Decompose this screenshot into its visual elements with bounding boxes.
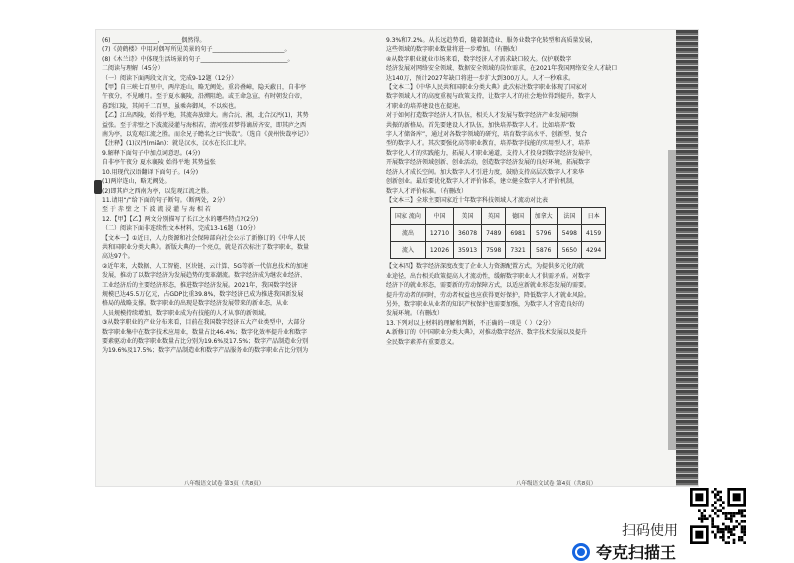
- text-line: 数字化人才的实践能力，拓展人才职业通道，支持人才投身到数字经济发展中，: [386, 149, 597, 157]
- table-row: [391, 225, 606, 242]
- table-cell: 7321: [506, 242, 530, 259]
- text-line: (6) _______________，______偶然得。: [102, 37, 206, 44]
- table-header-cell: 中国: [425, 208, 453, 225]
- text-line: 【文本二】《中华人民共和国职业分类大典》此次标注数字职业体现了国家对: [386, 84, 588, 92]
- text-line: 自非亭午夜分 夏水襄陵 始得平地 其势益张: [102, 159, 216, 167]
- text-line: 至 于 赤 壁 之 下 波 流 浸 灌 与 海 相 若: [102, 206, 211, 214]
- brand-logo-icon: [572, 543, 590, 561]
- text-line: 10.用现代汉语翻译下面句子。(4分): [102, 168, 199, 176]
- text-line: 这些领域的数字职业数量将进一步增加。（有删改）: [386, 46, 522, 54]
- text-line: （二）阅读下面非连续性文本材料，完成13-16题（10分）: [102, 225, 260, 233]
- qr-code-icon[interactable]: [690, 488, 746, 544]
- brand-watermark: [572, 540, 676, 563]
- brand-name: 夸克扫描王: [596, 543, 677, 562]
- table-cell: 4294: [581, 242, 605, 259]
- right-page-column: [386, 36, 664, 347]
- text-line: 规模已达45.5万亿元，占GDP比重39.8%，数字经济已成为推进我国新发展: [102, 290, 304, 298]
- text-line: 9.解释下面句子中加点词意思。(4分): [102, 149, 201, 157]
- text-line: 创新创业。最后要优化数字人才评价体系，建立健全数字人才评价机制，: [386, 178, 579, 186]
- scanned-exam-sheet: [96, 30, 698, 486]
- table-cell: 6981: [506, 225, 530, 242]
- table-cell: 7598: [482, 242, 506, 259]
- text-line: (7)《黄鹤楼》中用对偶写所见美景的句子________________________。: [102, 46, 291, 54]
- text-line: 开展数字经济领域创新、创业活动，创造数字经济发展的良好环境，拓展数字: [386, 159, 591, 167]
- text-line: 9.3%和7.2%。从长远趋势看，随着制造业、服务业数字化转型和高质量发展，: [386, 37, 597, 44]
- text-line: 12.【甲】【乙】两文分别描写了长江之水的哪些特点?(2分): [102, 215, 259, 223]
- scan-dark-edge: [676, 30, 698, 486]
- table-header-cell: 德国: [506, 208, 530, 225]
- text-line: 【注释】(1)汉沔(miǎn)：就是汉水，汉水在长江北岸。: [102, 140, 251, 148]
- text-line: 【文本四】数字经济深度改变了企业人力资源配置方式，为提供多元化的就: [386, 263, 585, 271]
- talent-flow-table: [390, 207, 606, 259]
- text-line: ③从数字职业的产业分布来看，目前在我国数字经济五大产业类型中，大部分: [102, 319, 306, 327]
- table-cell: 4159: [581, 225, 605, 242]
- table-header-cell: 美国: [454, 208, 482, 225]
- text-line: (1)两岸连山，略无阙处。: [102, 178, 171, 186]
- text-line: 经济下的就业形态，需要新的劳动保障方式，以适应新就业形态发展的需要。: [386, 282, 591, 290]
- text-line: 提升劳动者的同时，劳动者权益也应获得更好保护，降低数字人才就业风险。: [386, 291, 591, 299]
- text-line: 数字人才评价标准。（有删改）: [386, 187, 468, 195]
- table-cell: 36078: [454, 225, 482, 242]
- text-line: 13.下列对以上材料的理解和判断，不正确的一项是（ ）（2分）: [386, 319, 555, 327]
- text-line: 人员规模持续增加，数字职业成为有技能的人才从事的新领域。: [102, 309, 271, 317]
- text-line: 暮到江陵，其间千二百里，虽乘奔御风，不以疾也。: [102, 102, 241, 110]
- table-cell: 5876: [530, 242, 557, 259]
- table-cell: 5650: [557, 242, 581, 259]
- text-line: 午夜分，不见曦月。至于夏水襄陵，沿溯阻绝。或王命急宣，有时朝发白帝，: [102, 93, 307, 101]
- scan-ink-blot: [94, 180, 102, 194]
- text-line: 高达97个。: [102, 253, 134, 261]
- text-line: 全民数字素养有重要意义。: [386, 338, 459, 346]
- text-line: 【甲】自三峡七百里中，两岸连山，略无阙处。重岩叠嶂，隐天蔽日，自非亭: [102, 84, 307, 92]
- table-cell: 35913: [454, 242, 482, 259]
- text-line: 字人才储备库”，通过对各数字领域的研究，培育数字高水平、创新型、复合: [386, 131, 588, 139]
- table-cell: 流出: [391, 225, 426, 242]
- text-line: 【文本三】全球主要国家近十年数字科技领域人才流动对比表: [386, 196, 549, 204]
- text-line: 共和国职业分类大典》。新版大典的一个亮点，就是首次标注了数字职业，数量: [102, 243, 310, 251]
- text-line: 发展，推动了以数字经济为发展趋势的变革潮流。数字经济成为继农业经济、: [102, 272, 307, 280]
- left-page-footer: 八年级语文试卷 第3页（共8页）: [184, 481, 265, 487]
- table-header-cell: 英国: [482, 208, 506, 225]
- left-page-column: [102, 36, 382, 356]
- text-line: 型的数字人才。其次要强化高等职业教育，培养数字技能的实用型人才，培养: [386, 140, 591, 148]
- text-line: 【文本一】①近日，人力资源和社会保障部向社会公示了新修订的《中华人民: [102, 234, 306, 242]
- table-cell: 12710: [425, 225, 453, 242]
- text-line: 对于如何打造数字经济人才队伍，相关人才发展与数字经济产业发展同频: [386, 112, 579, 120]
- text-line: 经济发展对网络安全领域、数据安全领域的岗位需求，在2021年我国网络安全人才缺口: [386, 65, 618, 73]
- text-line: 发展环境。（有删改）: [386, 310, 444, 318]
- text-line: 格局的战略支撑。数字职业的出现是数字经济发展带来的新业态，从业: [102, 300, 289, 308]
- text-line: 达140万，预计2027年缺口将进一步扩大到300万人。人才一秒难求。: [386, 74, 575, 82]
- text-line: 经济人才成长空间。加大数字人才引进力度，鼓励支持高层次数字人才来华: [386, 168, 585, 176]
- text-line: 11.请用“/”给下面的句子断句。（断两处，2分）: [102, 196, 229, 204]
- text-line: 数字职业集中在数字技术应用业，数量占比46.4%；数字化效率提升业和数字: [102, 328, 308, 336]
- text-line: (8)《木兰诗》中体现生活场景的句子_____________________________。: [102, 55, 294, 63]
- text-line: ④从数字职业就业市场来看，数字经济人才需求缺口较大。仅护联数字: [386, 55, 572, 63]
- right-page-footer: 八年级语文试卷 第4页（共8页）: [516, 481, 597, 487]
- text-line: A.新修订的《中国职业分类大典》，对推动数字经济、数字技术发展以及提升: [386, 329, 587, 337]
- text-line: 二阅读与理解（45分）: [102, 65, 164, 73]
- text-line: 工业经济后的主要经济形态，推进数字经济发展。2021年，我国数字经济: [102, 281, 298, 289]
- text-line: 业途径，出台相关政策提高人才流动性，缓解数字职业人才供需矛盾。对数字: [386, 272, 591, 280]
- table-header-cell: 法国: [557, 208, 581, 225]
- text-line: （一）阅读下面两段文言文，完成9-12题（12分）: [102, 74, 238, 82]
- scan-shadow: [668, 150, 676, 450]
- text-line: 【乙】江出西陵，始得平地，其流奔放肆大。南合沅、湘，北合汉沔(1)，其势: [102, 112, 309, 120]
- text-line: 益张。至于赤壁之下波流浸灌与海相若，清河张君梦得谪居齐安，即其庐之西: [102, 121, 307, 129]
- table-header-row: [391, 208, 606, 225]
- table-header-cell: 日本: [581, 208, 605, 225]
- scan-to-use-label: 扫码使用: [622, 523, 678, 539]
- text-line: 南为亭，以览观江流之胜。而余兄子瞻名之曰“快哉”。（选自《黄州快哉亭记》）: [102, 131, 313, 139]
- table-header-cell: 国家 流向: [391, 208, 426, 225]
- text-line: 共振的新格局。首先要建设人才队伍，加快培养数字人才。比如培养“数: [386, 121, 576, 129]
- table-header-cell: 加拿大: [530, 208, 557, 225]
- table-cell: 流入: [391, 242, 426, 259]
- text-line: 数字领域人才的高度重视与政策支持，让数字人才的社会地位得到提升，数字人: [386, 93, 597, 101]
- table-cell: 7489: [482, 225, 506, 242]
- text-line: 才职业的培养建设也在提速。: [386, 102, 465, 110]
- table-row: [391, 242, 606, 259]
- text-line: 另外，数字职业从业者的知识产权保护也需要加强，为数字人才营造良好的: [386, 300, 585, 308]
- text-line: (2)即其庐之西南为亭，以览观江流之胜。: [102, 187, 213, 195]
- table-cell: 5498: [557, 225, 581, 242]
- table-cell: 12026: [425, 242, 453, 259]
- text-line: 为19.6%及17.5%；数字产品制造业和数字产品服务业的数字职业占比分别为: [102, 347, 309, 355]
- table-cell: 5796: [530, 225, 557, 242]
- text-line: ②近年来，大数据、人工智能、区块链、云计算、5G等新一代信息技术的加速: [102, 262, 308, 270]
- text-line: 要素驱动业的数字职业数量占比分别为19.6%及17.5%；数字产品制造业分别: [102, 338, 309, 345]
